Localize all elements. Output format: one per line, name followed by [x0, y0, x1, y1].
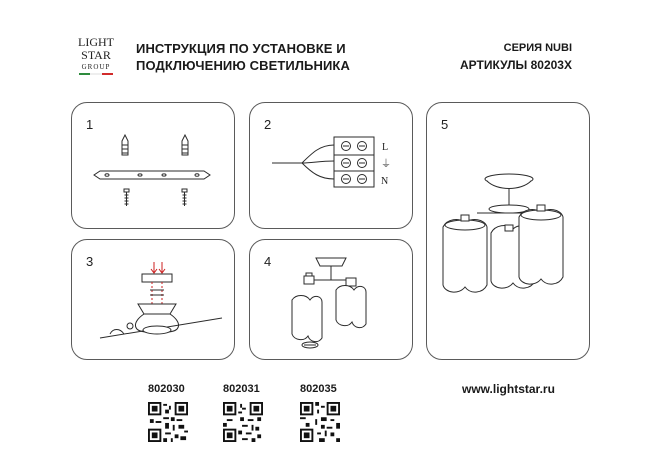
step-number: 5 — [441, 117, 449, 132]
logo-line-1: LIGHT — [78, 35, 114, 49]
step-panel-3 — [71, 239, 235, 360]
series-info — [460, 40, 572, 74]
mounting-plate-illustration — [72, 103, 236, 230]
terminal-block-icon — [334, 137, 374, 187]
step-panel-5 — [426, 102, 590, 360]
wall-plug-icon — [122, 135, 128, 155]
page-title — [136, 40, 350, 74]
logo-line-3: GROUP — [81, 63, 111, 71]
qr-code-icon — [148, 402, 188, 442]
screw-icon — [124, 189, 129, 206]
step-number: 3 — [86, 254, 94, 269]
step-number: 2 — [264, 117, 272, 132]
glass-shade-right — [336, 286, 366, 328]
qr-code-802035 — [300, 402, 340, 442]
wall-plug-icon — [182, 135, 188, 155]
mounting-bar — [142, 274, 172, 282]
qr-code-802030 — [148, 402, 188, 442]
product-code-2: 802031 — [223, 383, 260, 395]
step-panel-1 — [71, 102, 235, 229]
flag-white — [90, 73, 102, 75]
wiring-illustration — [250, 103, 414, 230]
logo-line-2: STAR — [81, 48, 111, 62]
flag-green — [79, 73, 90, 75]
wire-label-l: L — [382, 142, 389, 153]
qr-code-icon — [300, 402, 340, 442]
flag-red — [102, 73, 113, 75]
canopy — [138, 304, 176, 314]
title-line-2: ПОДКЛЮЧЕНИЮ СВЕТИЛЬНИКА — [136, 58, 350, 73]
lightstar-logo-icon — [73, 32, 119, 82]
assembled-lamp-illustration — [427, 103, 591, 361]
series-name: СЕРИЯ NUBI — [503, 42, 572, 54]
ceiling-mount-illustration — [72, 240, 236, 361]
title-line-1: ИНСТРУКЦИЯ ПО УСТАНОВКЕ И — [136, 41, 346, 56]
glass-shade-right — [519, 210, 563, 285]
canopy — [316, 258, 346, 266]
step-number: 4 — [264, 254, 272, 269]
mounting-bar — [94, 171, 210, 179]
step-number: 1 — [86, 117, 94, 132]
shade-mount-illustration — [250, 240, 414, 361]
qr-code-icon — [223, 402, 263, 442]
brand-logo — [73, 32, 119, 82]
wire-label-ground: ⏚ — [381, 159, 391, 170]
lamp-socket-icon — [304, 273, 314, 284]
article-numbers: АРТИКУЛЫ 80203X — [460, 58, 572, 72]
step-panel-2 — [249, 102, 413, 229]
lamp-socket-icon — [346, 278, 356, 286]
wire-label-n: N — [381, 176, 389, 187]
glass-shade-left — [292, 296, 322, 342]
qr-code-802031 — [223, 402, 263, 442]
product-code-3: 802035 — [300, 383, 337, 395]
product-code-1: 802030 — [148, 383, 185, 395]
website-link[interactable]: www.lightstar.ru — [462, 382, 555, 396]
step-panel-4 — [249, 239, 413, 360]
screw-icon — [182, 189, 187, 206]
